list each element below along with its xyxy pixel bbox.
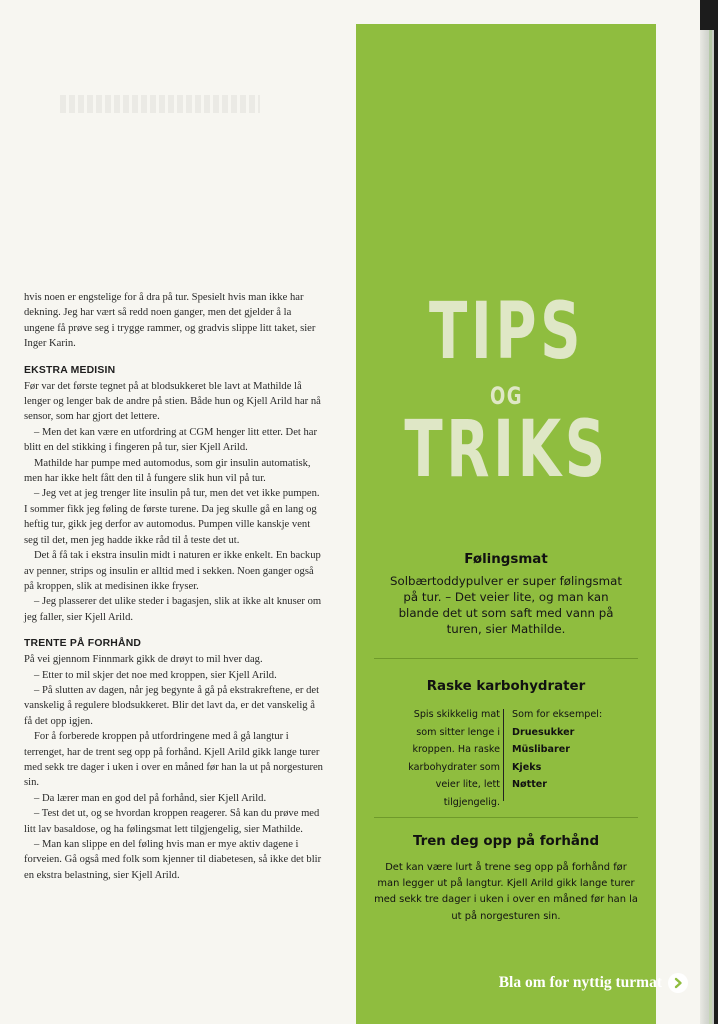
tren-text: Det kan være lurt å trene seg opp på forhånd før man legger ut på langtur. Kjell Arild gikk lange turer med sekk tre dager i uken i over en måned før han la ut på norgesturen sin. bbox=[374, 862, 638, 922]
paragraph: For å forberede kroppen på utfordringene med å gå langtur i terrenget, har de trent seg opp på forhånd. Kjell Arild gikk lange turer med sekk tre dager i uken i over en måned før han la ut på norgesturen sin. bbox=[24, 731, 323, 789]
divider bbox=[374, 658, 638, 659]
paragraph: – Jeg vet at jeg trenger lite insulin på tur, men det vet ikke pumpen. I sommer fikk jeg føling de første turene. Da jeg skulle gå en lang og heftig tur, gikk jeg derfor av automodus. Pumpen ville kanskje vent seg til det, men jeg hadde ikke råd til å teste det ut. bbox=[24, 488, 320, 546]
paragraph: På vei gjennom Finnmark gikk de drøyt to mil hver dag. bbox=[24, 654, 263, 666]
article-column bbox=[24, 290, 324, 883]
next-page-edge bbox=[700, 30, 714, 1024]
section-heading-ekstra-medisin: EKSTRA MEDISIN bbox=[24, 364, 116, 376]
footer-text: Bla om for nyttig turmat bbox=[498, 974, 662, 991]
examples-list bbox=[504, 724, 634, 794]
title-tips: TIPS bbox=[428, 287, 585, 377]
examples-header: Som for eksempel: bbox=[512, 709, 603, 720]
section-heading-trente-pa-forhand: TRENTE PÅ FORHÅND bbox=[24, 638, 142, 650]
paragraph: – Men det kan være en utfordring at CGM henger litt etter. Det har blitt en del stikking i fingeren på tur, sier Kjell Arild. bbox=[24, 426, 318, 454]
paragraph: – Da lærer man en god del på forhånd, sier Kjell Arild. bbox=[34, 792, 267, 804]
raske-examples bbox=[504, 706, 634, 794]
title-triks: TRIKS bbox=[404, 405, 609, 495]
show-through-text bbox=[60, 95, 260, 113]
arrow-right-circle-icon bbox=[668, 973, 688, 993]
list-item: Druesukker bbox=[512, 726, 575, 738]
intro-paragraph: hvis noen er engstelige for å dra på tur. Spesielt hvis man ikke har dekning. Jeg har vært så redd noen ganger, men det gjelder å la ungene få prøve seg i trygge rammer, og gradvis slippe litt taket, sier Inger Karin. bbox=[24, 292, 316, 350]
tren-title: Tren deg opp på forhånd bbox=[412, 834, 600, 849]
raske-left-text: Spis skikkelig mat som sitter lenge i kroppen. Ha raske karbohydrater som veier lite, lett tilgjengelig. bbox=[408, 709, 500, 808]
folingsmat-text: Solbærtoddypulver er super følingsmat på tur. – Det veier lite, og man kan blande det ut som saft med vann på turen, sier Mathilde. bbox=[390, 574, 622, 636]
title-og: OG bbox=[489, 382, 524, 410]
list-item: Nøtter bbox=[512, 779, 548, 791]
paragraph: – Etter to mil skjer det noe med kroppen, sier Kjell Arild. bbox=[34, 669, 277, 681]
paragraph: – På slutten av dagen, når jeg begynte å gå på ekstrakreftene, er det vanskelig å regulere blodsukkeret. Blir det lavt da, er det vanskelig å få det opp igjen. bbox=[24, 684, 320, 727]
folingsmat-title: Følingsmat bbox=[464, 552, 548, 567]
paragraph: Mathilde har pumpe med automodus, som gir insulin automatisk, men har ikke helt fått den til å fungere slik hun vil på tur. bbox=[24, 457, 311, 485]
page-turn-link[interactable] bbox=[499, 972, 688, 994]
paragraph: Før var det første tegnet på at blodsukkeret ble lavt at Mathilde lå lenger og lenger bak de andre på stien. Både hun og Kjell Arild har nå sensor, som har gjort det lettere. bbox=[24, 380, 321, 423]
divider bbox=[374, 817, 638, 818]
paragraph: Det å få tak i ekstra insulin midt i naturen er ikke enkelt. En backup av penner, strips og insulin er alltid med i sekken. Noen ganger også på kroppen, slik at medisinen ikke fryser. bbox=[24, 550, 321, 592]
paragraph: – Jeg plasserer det ulike steder i bagasjen, slik at ikke alt knuser om jeg faller, sier Kjell Arild. bbox=[24, 596, 322, 623]
paragraph: – Test det ut, og se hvordan kroppen reagerer. Så kan du prøve med litt lav basaldose, og ha følingsmat lett tilgjengelig, sier Mathilde. bbox=[24, 808, 320, 835]
paragraph: – Man kan slippe en del føling hvis man er mye aktiv dagene i forveien. Gå også med folk som kjenner til diabetesen, så ikke det blir en ekstra belastning, sier Kjell Arild. bbox=[24, 839, 322, 881]
tips-sidebar bbox=[356, 24, 656, 1024]
list-item: Müslibarer bbox=[512, 744, 570, 756]
raske-title: Raske karbohydrater bbox=[426, 679, 586, 694]
list-item: Kjeks bbox=[512, 761, 542, 773]
